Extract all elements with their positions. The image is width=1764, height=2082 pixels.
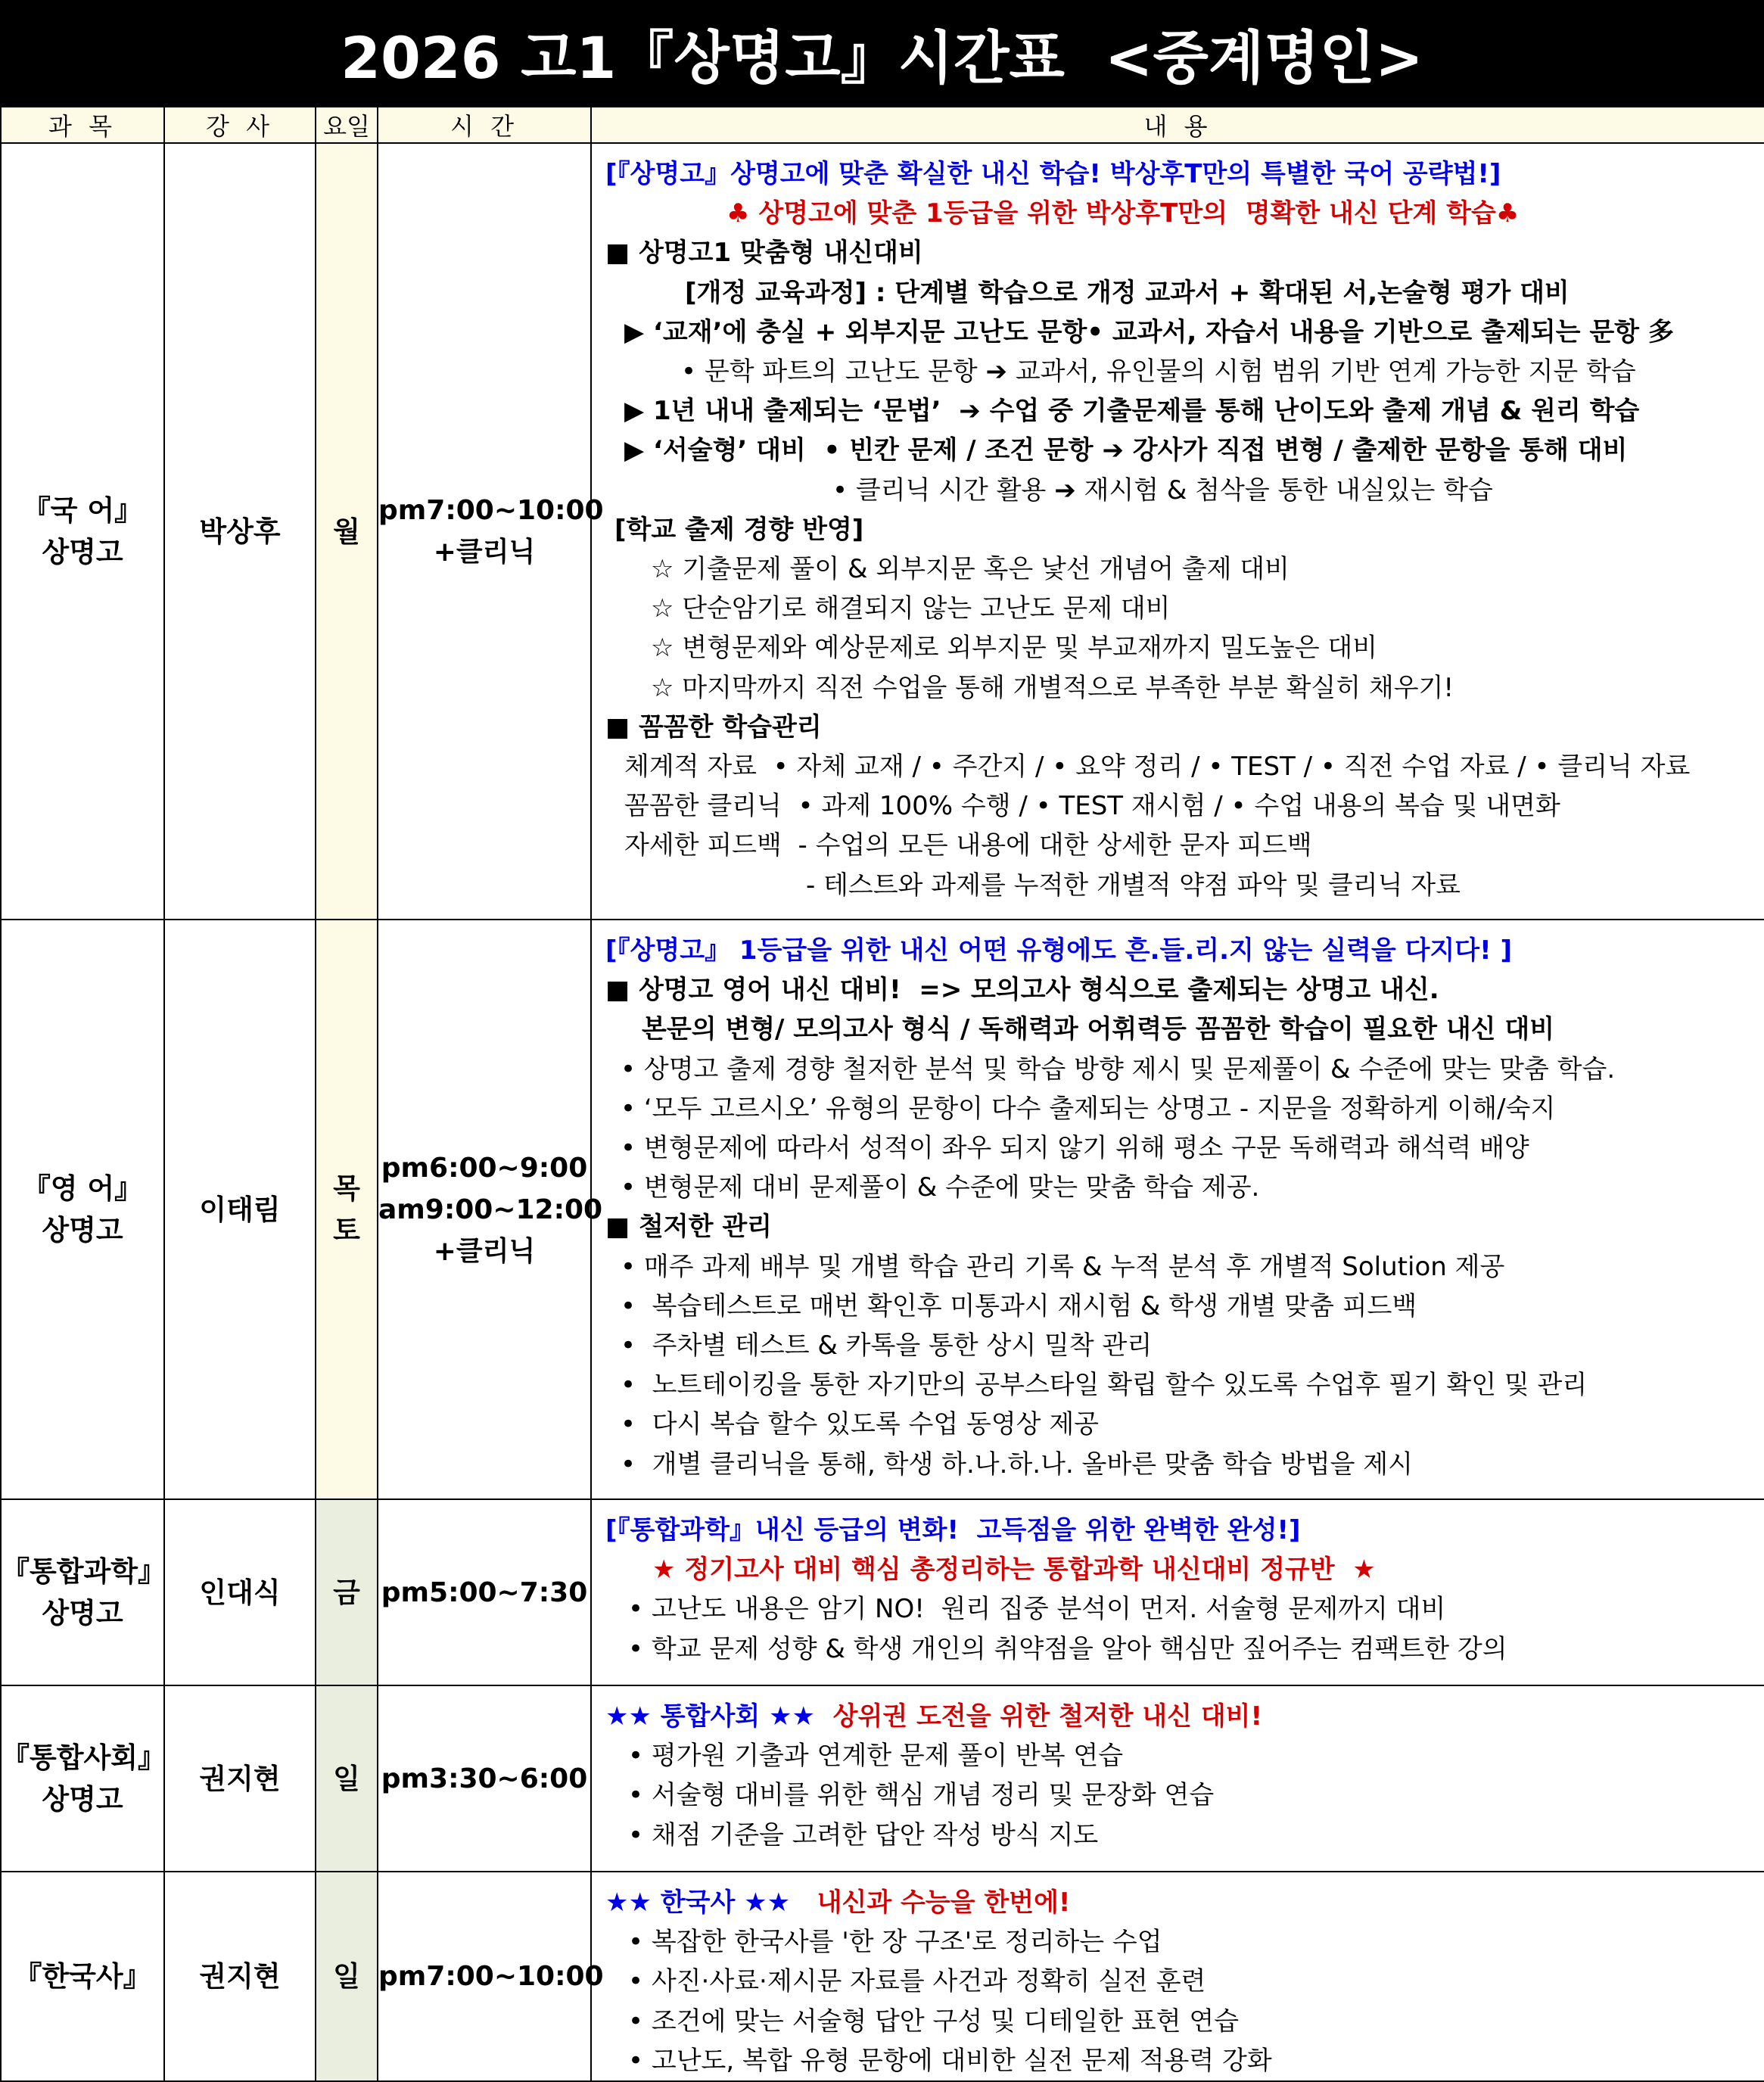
content-line (605, 866, 1764, 905)
subject-cell-line: 상명고 (42, 1597, 123, 1629)
content-line-text: • 노트테이킹을 통한 자기만의 공부스타일 확립 할수 있도록 수업후 필기 확인 및 관리 (621, 1370, 1588, 1401)
header-content: 내 용 (591, 107, 1764, 143)
subject-cell (1, 143, 164, 920)
time-cell (378, 1499, 591, 1685)
content-line (605, 471, 1764, 510)
content-line-text: • 채점 기준을 고려한 답안 작성 방식 지도 (628, 1819, 1099, 1850)
content-line-text: ☆ 변형문제와 예상문제로 외부지문 및 부교재까지 밀도높은 대비 (651, 633, 1378, 664)
content-line (605, 1816, 1764, 1855)
day-cell-line: 월 (333, 515, 360, 548)
content-line (605, 549, 1764, 589)
content-line (605, 154, 1764, 194)
header-teacher: 강 사 (164, 107, 316, 143)
content-line (605, 628, 1764, 668)
content-line (605, 1775, 1764, 1815)
content-line-text: ☆ 단순암기로 해결되지 않는 고난도 문제 대비 (651, 593, 1171, 624)
content-line-text: • 변형문제 대비 문제풀이 & 수준에 맞는 맞춤 학습 제공. (621, 1172, 1260, 1203)
table-row (1, 1872, 1764, 2081)
content-line (605, 747, 1764, 786)
content-line-tail: 상위권 도전을 위한 철저한 내신 대비! (814, 1701, 1263, 1732)
content-line-text: • 학교 문제 성향 & 학생 개인의 취약점을 알아 핵심만 짚어주는 컴팩트한 강의 (628, 1633, 1507, 1664)
content-line (605, 1168, 1764, 1207)
content-cell (591, 1872, 1764, 2081)
header-day: 요일 (316, 107, 378, 143)
content-line (605, 1207, 1764, 1246)
day-cell (316, 1685, 378, 1872)
content-line-text: - 테스트와 과제를 누적한 개별적 약점 파악 및 클리닉 자료 (806, 870, 1461, 901)
content-line-text: ☆ 마지막까지 직전 수업을 통해 개별적으로 부족한 부분 확실히 채우기! (651, 672, 1454, 703)
content-line (605, 668, 1764, 708)
content-line-text: ■ 상명고 영어 내신 대비! => 모의고사 형식으로 출제되는 상명고 내신. (605, 975, 1439, 1006)
content-line-text: • 개별 클리닉을 통해, 학생 하.나.하.나. 올바른 맞춤 학습 방법을 제시 (621, 1449, 1413, 1480)
content-line-text: • ‘모두 고르시오’ 유형의 문항이 다수 출제되는 상명고 - 지문을 정확하게 이해/숙지 (621, 1093, 1556, 1124)
content-line-text: ▶ ‘교재’에 충실 + 외부지문 고난도 문항• 교과서, 자습서 내용을 기반으로 출제되는 문항 多 (624, 316, 1674, 347)
teacher-cell: 박상후 (164, 143, 316, 920)
time-cell (378, 1685, 591, 1872)
day-cell-line: 일 (333, 1960, 360, 1993)
schedule-table (0, 106, 1764, 2082)
content-line-text: • 복잡한 한국사를 '한 장 구조'로 정리하는 수업 (628, 1927, 1162, 1958)
content-line-text: • 다시 복습 할수 있도록 수업 동영상 제공 (621, 1409, 1100, 1440)
content-line (605, 1247, 1764, 1287)
time-cell-line: pm3:30~6:00 (381, 1763, 588, 1794)
subject-cell-line: 『영 어』 (22, 1172, 143, 1205)
time-cell-line: pm7:00~10:00 (378, 1961, 604, 1992)
day-cell (316, 1872, 378, 2081)
teacher-cell: 권지현 (164, 1872, 316, 2081)
content-line (605, 391, 1764, 431)
subject-cell (1, 1499, 164, 1685)
day-cell-line: 토 (333, 1214, 360, 1246)
content-line-text: • 문학 파트의 고난도 문항 ➔ 교과서, 유인물의 시험 범위 기반 연계 가능한 지문 학습 (681, 356, 1636, 387)
content-line (605, 510, 1764, 549)
content-line-text: • 고난도 내용은 암기 NO! 원리 집중 분석이 먼저. 서술형 문제까지 대비 (628, 1594, 1446, 1625)
teacher-cell: 이태림 (164, 920, 316, 1499)
content-line-text: ☆ 기출문제 풀이 & 외부지문 혹은 낯선 개념어 출제 대비 (651, 554, 1290, 585)
content-line (605, 194, 1764, 233)
content-line-text: ★ 정기고사 대비 핵심 총정리하는 통합과학 내신대비 정규반 ★ (652, 1554, 1376, 1586)
day-cell (316, 143, 378, 920)
header-row (1, 107, 1764, 143)
content-line (605, 1089, 1764, 1128)
content-line (605, 1365, 1764, 1405)
content-line (605, 1883, 1764, 1922)
content-line-text: [『상명고』 1등급을 위한 내신 어떤 유형에도 흔.들.리.지 않는 실력을 다지다! ] (605, 935, 1512, 966)
day-cell-line: 일 (333, 1762, 360, 1795)
content-line (605, 1050, 1764, 1089)
subject-cell (1, 920, 164, 1499)
content-cell (591, 1685, 1764, 1872)
content-line-text: • 평가원 기출과 연계한 문제 풀이 반복 연습 (628, 1741, 1124, 1772)
table-row (1, 1499, 1764, 1685)
day-cell-line: 목 (333, 1172, 360, 1205)
content-line (605, 431, 1764, 470)
content-line (605, 1405, 1764, 1444)
content-line-text: • 서술형 대비를 위한 핵심 개념 정리 및 문장화 연습 (628, 1780, 1215, 1811)
content-line (605, 1128, 1764, 1168)
content-line-text: [『상명고』상명고에 맞춘 확실한 내신 학습! 박상후T만의 특별한 국어 공략법!] (605, 159, 1501, 189)
content-line (605, 2002, 1764, 2041)
day-cell (316, 1499, 378, 1685)
content-line (605, 1736, 1764, 1775)
content-line (605, 1010, 1764, 1049)
table-row (1, 1685, 1764, 1872)
content-line-text: • 고난도, 복합 유형 문항에 대비한 실전 문제 적용력 강화 (628, 2045, 1272, 2076)
content-line (605, 708, 1764, 747)
content-line-text: [『통합과학』내신 등급의 변화! 고득점을 위한 완벽한 완성!] (605, 1515, 1301, 1545)
content-line-text: • 변형문제에 따라서 성적이 좌우 되지 않기 위해 평소 구문 독해력과 해석력 배양 (621, 1133, 1529, 1164)
teacher-cell: 권지현 (164, 1685, 316, 1872)
content-line (605, 313, 1764, 352)
header-subject: 과 목 (1, 107, 164, 143)
content-line (605, 1697, 1764, 1736)
subject-cell-line: 상명고 (42, 1783, 123, 1816)
content-line (605, 1589, 1764, 1629)
content-line-text: • 사진·사료·제시문 자료를 사건과 정확히 실전 훈련 (628, 1966, 1206, 1997)
content-line (605, 1511, 1764, 1550)
content-line-text: ■ 상명고1 맞춤형 내신대비 (605, 238, 923, 269)
table-row (1, 143, 1764, 920)
content-line-text: 본문의 변형/ 모의고사 형식 / 독해력과 어휘력등 꼼꼼한 학습이 필요한 내신 대비 (642, 1014, 1555, 1045)
content-line-text: ★★ 통합사회 ★★ (605, 1701, 815, 1732)
content-line-text: • 매주 과제 배부 및 개별 학습 관리 기록 & 누적 분석 후 개별적 Solution 제공 (621, 1251, 1505, 1282)
content-line-text: 꼼꼼한 클리닉 • 과제 100% 수행 / • TEST 재시험 / • 수업 내용의 복습 및 내면화 (624, 791, 1560, 822)
subject-cell-line: 상명고 (42, 536, 123, 568)
content-line-text: ★★ 한국사 ★★ (605, 1887, 791, 1918)
content-line-text: [학교 출제 경향 반영] (614, 514, 864, 545)
content-line (605, 352, 1764, 391)
content-cell (591, 143, 1764, 920)
time-cell (378, 143, 604, 920)
content-line (605, 1629, 1764, 1669)
page-title: 2026 고1『상명고』시간표 <중계명인> (0, 0, 1764, 106)
content-line (605, 786, 1764, 826)
content-line (605, 826, 1764, 865)
content-line (605, 1922, 1764, 1962)
subject-cell (1, 1685, 164, 1872)
content-line (605, 2041, 1764, 2080)
content-line (605, 589, 1764, 628)
content-line-text: ▶ ‘서술형’ 대비 • 빈칸 문제 / 조건 문항 ➔ 강사가 직접 변형 / 출제한 문항을 통해 대비 (624, 435, 1628, 466)
day-cell-line: 금 (333, 1576, 360, 1609)
table-row (1, 920, 1764, 1499)
time-cell-line: +클리닉 (433, 1235, 536, 1267)
content-line-text: ▶ 1년 내내 출제되는 ‘문법’ ➔ 수업 중 기출문제를 통해 난이도와 출제 개념 & 원리 학습 (624, 396, 1640, 427)
content-line-text: [개정 교육과정] : 단계별 학습으로 개정 교과서 + 확대된 서,논술형 평가 대비 (685, 277, 1570, 308)
day-cell (316, 920, 378, 1499)
content-line (605, 1445, 1764, 1484)
content-line (605, 1326, 1764, 1365)
content-line-text: ■ 꼼꼼한 학습관리 (605, 711, 822, 742)
content-line (605, 233, 1764, 272)
time-cell-line: pm6:00~9:00 (381, 1152, 588, 1184)
content-line (605, 931, 1764, 970)
time-cell-line: am9:00~12:00 (378, 1193, 603, 1225)
content-line-text: ♣ 상명고에 맞춘 1등급을 위한 박상후T만의 명확한 내신 단계 학습♣ (726, 198, 1520, 229)
subject-cell-line: 『통합사회』 (2, 1741, 166, 1774)
content-line-text: • 주차별 테스트 & 카톡을 통한 상시 밀착 관리 (621, 1330, 1153, 1362)
teacher-cell: 인대식 (164, 1499, 316, 1685)
subject-cell-line: 『한국사』 (14, 1960, 151, 1993)
content-line-text: ■ 철저한 관리 (605, 1212, 773, 1243)
content-cell (591, 1499, 1764, 1685)
content-line-text: • 클리닉 시간 활용 ➔ 재시험 & 첨삭을 통한 내실있는 학습 (832, 475, 1493, 506)
content-line (605, 1550, 1764, 1589)
content-line (605, 273, 1764, 313)
content-line (605, 1962, 1764, 2001)
subject-cell-line: 『국 어』 (22, 494, 143, 527)
content-cell (591, 920, 1764, 1499)
content-line-text: 체계적 자료 • 자체 교재 / • 주간지 / • 요약 정리 / • TEST / • 직전 수업 자료 / • 클리닉 자료 (624, 752, 1691, 783)
time-cell-line: pm7:00~10:00 (378, 495, 604, 526)
time-cell (378, 1872, 604, 2081)
subject-cell-line: 『통합과학』 (2, 1555, 166, 1588)
content-line-text: • 조건에 맞는 서술형 답안 구성 및 디테일한 표현 연습 (628, 2006, 1240, 2037)
content-line (605, 1287, 1764, 1326)
content-line-text: 자세한 피드백 - 수업의 모든 내용에 대한 상세한 문자 피드백 (624, 830, 1312, 861)
content-line-text: • 상명고 출제 경향 철저한 분석 및 학습 방향 제시 및 문제풀이 & 수준에 맞는 맞춤 학습. (621, 1053, 1616, 1085)
content-line (605, 970, 1764, 1010)
time-cell (378, 920, 603, 1499)
subject-cell-line: 상명고 (42, 1214, 123, 1246)
content-line-text: • 복습테스트로 매번 확인후 미통과시 재시험 & 학생 개별 맞춤 피드백 (621, 1290, 1417, 1321)
content-line-tail: 내신과 수능을 한번에! (790, 1887, 1071, 1918)
header-time: 시 간 (378, 107, 591, 143)
time-cell-line: pm5:00~7:30 (381, 1576, 588, 1608)
time-cell-line: +클리닉 (433, 537, 536, 568)
subject-cell (1, 1872, 164, 2081)
